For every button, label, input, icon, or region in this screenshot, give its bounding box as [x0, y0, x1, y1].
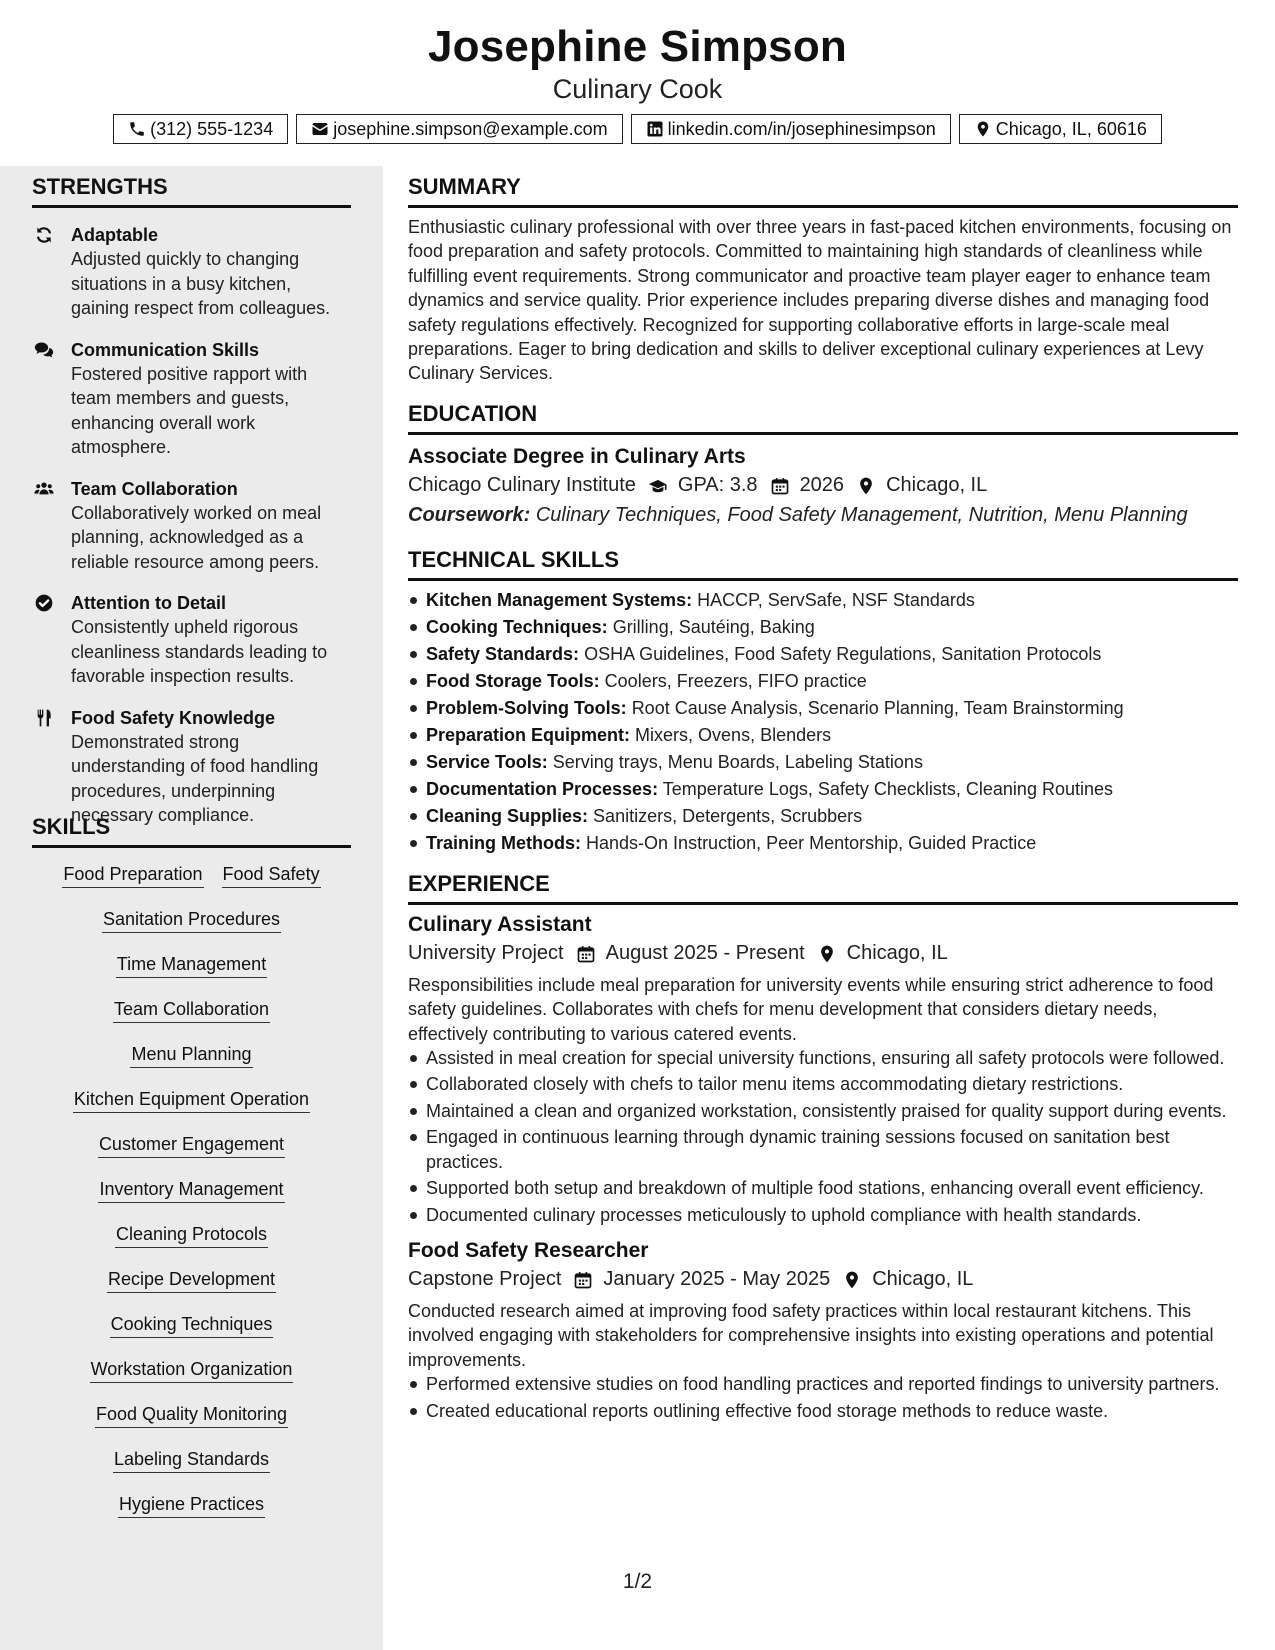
job-location: Chicago, IL: [846, 942, 948, 965]
skill-tag: Labeling Standards: [113, 1447, 270, 1473]
strength-item: [32, 338, 351, 460]
tech-skill-item: [408, 641, 1238, 668]
calendar-icon: [564, 944, 606, 964]
tech-skill-item: [408, 830, 1238, 857]
job-bullet: Collaborated closely with chefs to tailor menu items accommodating dietary restrictions.: [408, 1072, 1238, 1096]
contact-bar: [0, 114, 1275, 144]
degree-title: Associate Degree in Culinary Arts: [408, 444, 746, 468]
summary-heading: SUMMARY: [408, 174, 1238, 208]
skill-tag: Inventory Management: [98, 1177, 284, 1203]
skill-tag: Kitchen Equipment Operation: [73, 1087, 310, 1113]
coursework: [408, 501, 1238, 529]
tech-skill-label: Training Methods:: [426, 832, 581, 853]
strength-description: Fostered positive rapport with team members and guests, enhancing overall work atmosphere.: [71, 363, 308, 457]
strength-title: Food Safety Knowledge: [71, 707, 276, 728]
calendar-icon: [758, 476, 800, 496]
job-organization: Capstone Project: [408, 1268, 562, 1291]
job-meta: [408, 1265, 1238, 1295]
skill-tag: Cooking Techniques: [110, 1312, 274, 1338]
job-bullet: Engaged in continuous learning through dynamic training sessions focused on sanitation best practices.: [408, 1125, 1238, 1174]
school-location: Chicago, IL: [886, 474, 988, 497]
job-dates: January 2025 - May 2025: [603, 1268, 831, 1291]
tech-skill-value: Grilling, Sautéing, Baking: [612, 616, 815, 637]
skill-tag: Workstation Organization: [90, 1357, 294, 1383]
tech-skill-label: Documentation Processes:: [426, 778, 659, 799]
school-name: Chicago Culinary Institute: [408, 474, 636, 497]
education-heading: EDUCATION: [408, 401, 1238, 435]
map-pin-icon: [830, 1270, 872, 1290]
technical-skills-heading: TECHNICAL SKILLS: [408, 547, 1238, 581]
coursework-list: Culinary Techniques, Food Safety Management, Nutrition, Menu Planning: [535, 503, 1188, 526]
tech-skill-label: Safety Standards:: [426, 643, 580, 664]
tech-skill-value: Root Cause Analysis, Scenario Planning, Team Brainstorming: [631, 697, 1124, 718]
strength-item: [32, 591, 351, 689]
skill-tag: Customer Engagement: [98, 1132, 285, 1158]
skill-tag: Sanitation Procedures: [102, 907, 281, 933]
strengths-section: [32, 174, 351, 828]
job-bullets: [408, 1046, 1238, 1227]
skill-tag: Menu Planning: [130, 1042, 252, 1068]
strength-description: Adjusted quickly to changing situations in a busy kitchen, gaining respect from colleagues.: [71, 249, 331, 318]
strength-description: Collaboratively worked on meal planning, acknowledged as a reliable resource among peers.: [71, 502, 322, 572]
technical-skills-section: [408, 547, 1238, 857]
candidate-name: Josephine Simpson: [427, 22, 848, 71]
linkedin-icon: [646, 120, 664, 138]
education-section: [408, 401, 1238, 529]
resume-header: [0, 0, 1275, 166]
tech-skill-value: OSHA Guidelines, Food Safety Regulations, Sanitation Protocols: [584, 643, 1102, 664]
page-number: 1/2: [622, 1570, 653, 1593]
users-icon: [32, 477, 71, 575]
job-title: Food Safety Researcher: [408, 1238, 649, 1262]
summary-section: [408, 174, 1238, 386]
graduation-year: 2026: [799, 474, 845, 497]
job-description: Responsibilities include meal preparation for university events while ensuring strict adherence to food safety guidelines. Collaborates with chefs for menu development that considers dietary needs, effectively contributing to various catered events.: [408, 974, 1214, 1044]
strengths-heading: STRENGTHS: [32, 174, 351, 208]
job-bullet: Documented culinary processes meticulously to uphold compliance with health standards.: [408, 1203, 1238, 1227]
tech-skill-item: [408, 722, 1238, 749]
tech-skill-item: [408, 614, 1238, 641]
main-column: [408, 166, 1238, 1425]
strength-title: Communication Skills: [71, 339, 260, 360]
tech-skill-value: Serving trays, Menu Boards, Labeling Stations: [552, 751, 923, 772]
job-organization: University Project: [408, 942, 564, 965]
job-title: Culinary Assistant: [408, 912, 592, 936]
job-dates: August 2025 - Present: [605, 942, 805, 965]
experience-heading: EXPERIENCE: [408, 871, 1238, 905]
strength-title: Adaptable: [71, 225, 159, 245]
sidebar: [0, 166, 383, 1650]
refresh-icon: [32, 223, 71, 321]
tech-skill-value: Mixers, Ovens, Blenders: [635, 724, 832, 745]
job-bullet: Supported both setup and breakdown of multiple food stations, enhancing overall event efficiency.: [408, 1176, 1238, 1200]
strength-title: Team Collaboration: [71, 478, 238, 499]
check-circle-icon: [32, 591, 71, 689]
experience-section: [408, 871, 1238, 1423]
skill-tag: Cleaning Protocols: [115, 1222, 268, 1248]
tech-skill-label: Problem-Solving Tools:: [426, 697, 627, 718]
tech-skill-value: HACCP, ServSafe, NSF Standards: [697, 589, 975, 610]
tech-skill-label: Cooking Techniques:: [426, 616, 608, 637]
tech-skill-item: [408, 587, 1238, 614]
job-description: Conducted research aimed at improving food safety practices within local restaurant kitchens. This involved engaging with stakeholders for comprehensive insights into existing operations and potential improvements.: [408, 1300, 1214, 1370]
calendar-icon: [561, 1270, 603, 1290]
job-bullets: [408, 1372, 1238, 1423]
job-meta: [408, 939, 1238, 969]
job-entry: [408, 1237, 1238, 1423]
skills-heading: SKILLS: [32, 814, 351, 848]
strength-description: Consistently upheld rigorous cleanliness standards leading to favorable inspection results.: [71, 617, 328, 686]
tech-skill-item: [408, 776, 1238, 803]
tech-skill-value: Temperature Logs, Safety Checklists, Cleaning Routines: [662, 778, 1113, 799]
job-bullet: Maintained a clean and organized workstation, consistently praised for quality support during events.: [408, 1099, 1238, 1123]
skills-section: [32, 814, 351, 1537]
skill-tag: Team Collaboration: [113, 997, 270, 1023]
contact-email-text: josephine.simpson@example.com: [333, 118, 608, 139]
contact-location-text: Chicago, IL, 60616: [995, 118, 1147, 139]
tech-skill-label: Service Tools:: [426, 751, 548, 772]
job-bullet: Assisted in meal creation for special university functions, ensuring all safety protocols were followed.: [408, 1046, 1238, 1070]
utensils-icon: [32, 706, 71, 828]
tech-skill-value: Coolers, Freezers, FIFO practice: [604, 670, 867, 691]
phone-icon: [128, 120, 146, 138]
tech-skill-label: Food Storage Tools:: [426, 670, 600, 691]
education-meta: [408, 471, 1238, 501]
strength-title: Attention to Detail: [71, 593, 226, 613]
tech-skill-item: [408, 695, 1238, 722]
skill-tag: Food Preparation: [62, 862, 203, 888]
tech-skill-item: [408, 668, 1238, 695]
skill-tag: Recipe Development: [107, 1267, 276, 1293]
tech-skill-value: Hands-On Instruction, Peer Mentorship, Guided Practice: [586, 832, 1037, 853]
job-entry: [408, 911, 1238, 1227]
skills-list: [32, 862, 351, 1537]
skill-tag: Time Management: [116, 952, 267, 978]
strength-description: Demonstrated strong understanding of food handling procedures, underpinning necessary compliance.: [71, 731, 319, 825]
strength-item: [32, 706, 351, 828]
skill-tag: Food Quality Monitoring: [95, 1402, 288, 1428]
skill-tag: Hygiene Practices: [118, 1492, 265, 1518]
summary-text: Enthusiastic culinary professional with over three years in fast-paced kitchen environments, focusing on food preparation and safety protocols. Committed to maintaining high standards of cleanliness while fulfilling event requirements. Strong communicator and proactive team player eager to enhance team dynamics and service quality. Prior experience includes preparing diverse dishes and managing food safety regulations effectively. Recognized for supporting collaborative efforts in large-scale meal preparations. Eager to bring dedication and skills to deliver exceptional culinary experiences at Levy Culinary Services.: [408, 217, 1232, 384]
technical-skills-list: [408, 587, 1238, 857]
tech-skill-item: [408, 749, 1238, 776]
comments-icon: [32, 338, 71, 460]
contact-linkedin[interactable]: [631, 114, 951, 144]
job-title: Culinary Cook: [552, 74, 723, 104]
tech-skill-label: Cleaning Supplies:: [426, 805, 589, 826]
contact-location: [959, 114, 1162, 144]
map-pin-icon: [974, 120, 992, 138]
gpa-value: GPA: 3.8: [677, 474, 758, 497]
strength-item: [32, 477, 351, 575]
strength-item: [32, 223, 351, 321]
job-location: Chicago, IL: [872, 1268, 974, 1291]
graduation-cap-icon: [636, 476, 678, 496]
tech-skill-value: Sanitizers, Detergents, Scrubbers: [593, 805, 863, 826]
contact-linkedin-text: linkedin.com/in/josephinesimpson: [667, 118, 936, 139]
job-bullet: Performed extensive studies on food handling practices and reported findings to university partners.: [408, 1372, 1238, 1396]
coursework-label: Coursework:: [408, 503, 531, 526]
tech-skill-item: [408, 803, 1238, 830]
map-pin-icon: [844, 476, 886, 496]
tech-skill-label: Preparation Equipment:: [426, 724, 631, 745]
contact-phone[interactable]: [113, 114, 288, 144]
skill-tag: Food Safety: [222, 862, 321, 888]
contact-phone-text: (312) 555-1234: [150, 118, 274, 139]
envelope-icon: [311, 120, 329, 138]
tech-skill-label: Kitchen Management Systems:: [426, 589, 693, 610]
job-bullet: Created educational reports outlining effective food storage methods to reduce waste.: [408, 1399, 1238, 1423]
map-pin-icon: [805, 944, 847, 964]
contact-email[interactable]: [296, 114, 622, 144]
